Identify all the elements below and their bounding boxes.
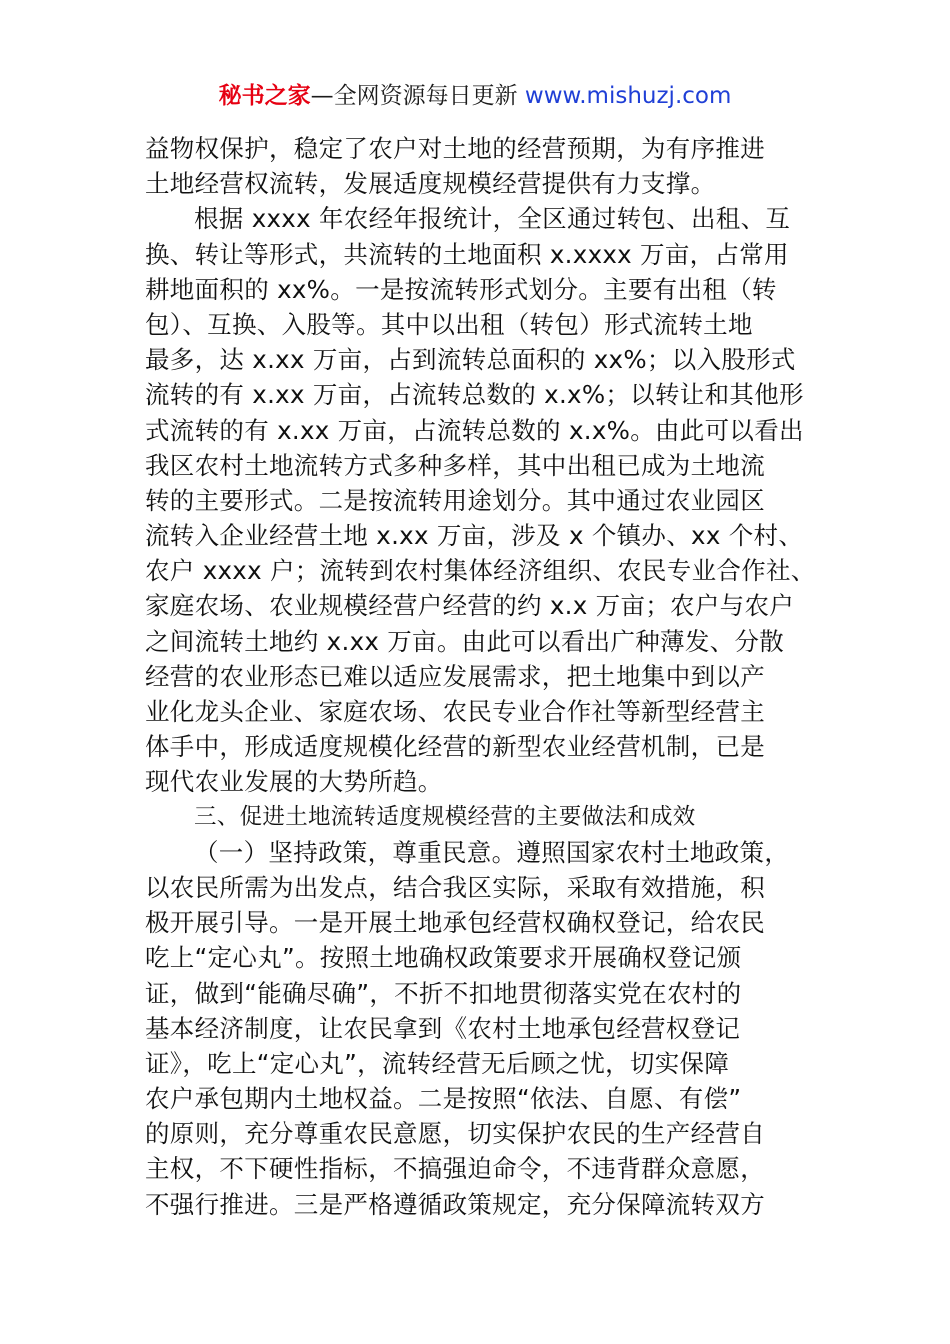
text-line: 式流转的有 x.xx 万亩，占流转总数的 x.x%。由此可以看出 [145,415,804,445]
text-line: 证》，吃上“定心丸”，流转经营无后顾之忧，切实保障 [145,1048,730,1078]
section-heading: 三、促进土地流转适度规模经营的主要做法和成效 [194,803,696,830]
text-line: 流转的有 x.xx 万亩，占流转总数的 x.x%；以转让和其他形 [145,380,804,410]
text-line: 家庭农场、农业规模经营户经营的约 x.x 万亩；农户与农户 [145,591,795,621]
text-line: 最多，达 x.xx 万亩，占到流转总面积的 xx%；以入股形式 [145,345,796,375]
text-line: 体手中，形成适度规模化经营的新型农业经营机制，已是 [145,732,765,762]
text-line: 农户 xxxx 户；流转到农村集体经济组织、农民专业合作社、 [145,556,816,586]
text-line: 包）、互换、入股等。其中以出租（转包）形式流转土地 [145,309,753,339]
site-tagline: —全网资源每日更新 [310,83,518,109]
site-header [0,80,950,112]
text-line: 转的主要形式。二是按流转用途划分。其中通过农业园区 [145,485,765,515]
text-line: 益物权保护，稳定了农户对土地的经营预期，为有序推进 [145,134,765,163]
text-line: 以农民所需为出发点，结合我区实际，采取有效措施，积 [145,872,765,902]
text-line: 换、转让等形式，共流转的土地面积 x.xxxx 万亩，占常用 [145,239,789,269]
paragraph-start-line: 根据 xxxx 年农经年报统计，全区通过转包、出租、互 [194,204,791,234]
site-url-link[interactable]: www.mishuzj.com [524,83,732,109]
text-line: 我区农村土地流转方式多种多样，其中出租已成为土地流 [145,450,765,480]
text-line: 的原则，充分尊重农民意愿，切实保护农民的生产经营自 [145,1119,765,1149]
text-line: 农户承包期内土地权益。二是按照“依法、自愿、有偿” [145,1084,742,1114]
site-brand: 秘书之家 [218,83,311,109]
text-line: 土地经营权流转，发展适度规模经营提供有力支撑。 [145,169,716,199]
document-body [145,131,820,1222]
text-line: 主权，不下硬性指标，不搞强迫命令，不违背群众意愿， [145,1154,765,1184]
text-line: 耕地面积的 xx%。一是按流转形式划分。主要有出租（转 [145,274,777,304]
text-line: 基本经济制度，让农民拿到《农村土地承包经营权登记 [145,1013,741,1043]
text-line: 现代农业发展的大势所趋。 [145,767,443,797]
text-line: 业化龙头企业、家庭农场、农民专业合作社等新型经营主 [145,697,765,726]
text-line: 流转入企业经营土地 x.xx 万亩，涉及 x 个镇办、xx 个村、 [145,521,804,551]
text-line: 经营的农业形态已难以适应发展需求，把土地集中到以产 [145,661,765,691]
text-line: 不强行推进。三是严格遵循政策规定，充分保障流转双方 [145,1189,765,1219]
text-line: 证，做到“能确尽确”，不折不扣地贯彻落实党在农村的 [145,978,742,1008]
text-line: 极开展引导。一是开展土地承包经营权确权登记，给农民 [145,908,765,938]
text-line: 之间流转土地约 x.xx 万亩。由此可以看出广种薄发、分散 [145,626,785,656]
paragraph-start-line: （一）坚持政策，尊重民意。遵照国家农村土地政策， [194,837,790,867]
text-line: 吃上“定心丸”。按照土地确权政策要求开展确权登记颁 [145,943,742,973]
